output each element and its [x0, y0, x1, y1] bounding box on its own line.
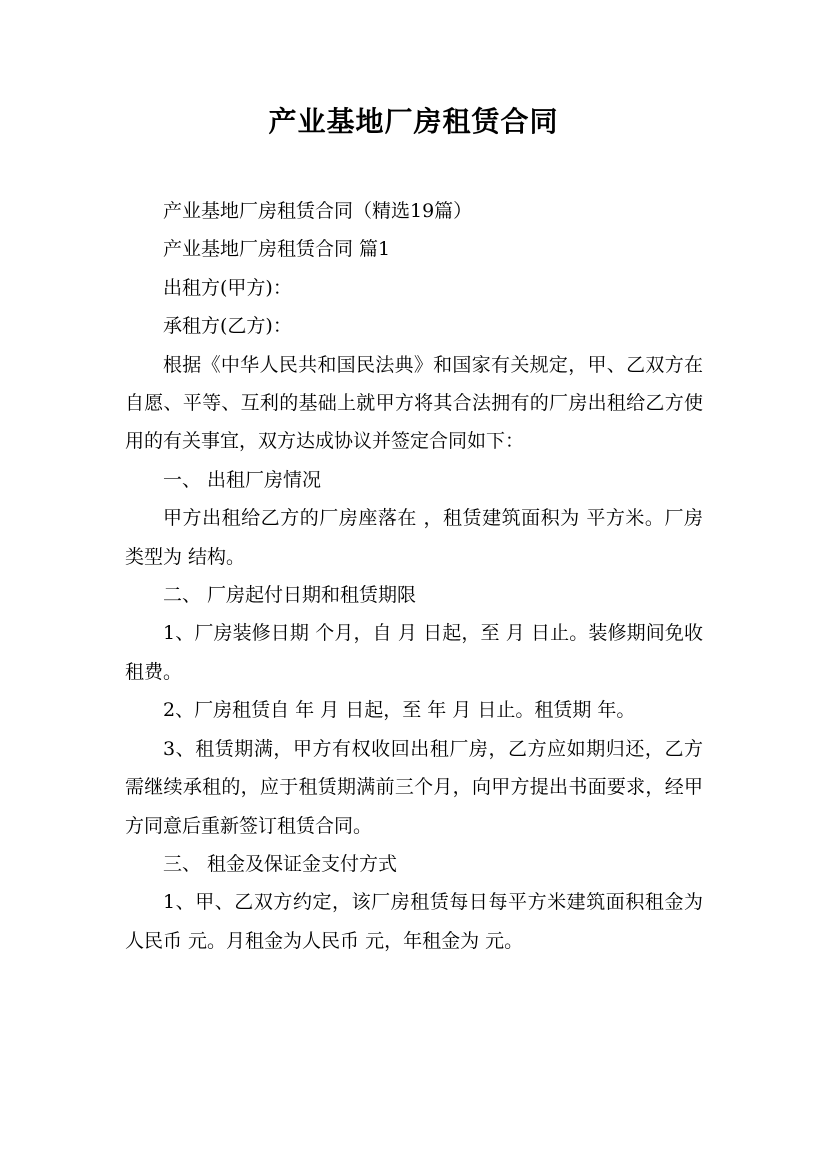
- document-body: [125, 192, 703, 960]
- paragraph-clause-2-1: 1、厂房装修日期 个月，自 月 日起，至 月 日止。装修期间免收租费。: [125, 622, 703, 683]
- paragraph-clause-2-2: 2、厂房租赁自 年 月 日起，至 年 月 日止。租赁期 年。: [163, 699, 636, 722]
- section-heading-3: 三、 租金及保证金支付方式: [163, 852, 398, 875]
- paragraph-subtitle: 产业基地厂房租赁合同（精选19篇）: [163, 200, 473, 222]
- paragraph-chapter-heading: 产业基地厂房租赁合同 篇1: [163, 238, 391, 261]
- paragraph-clause-2-3: 3、租赁期满，甲方有权收回出租厂房，乙方应如期归还，乙方需继续承租的，应于租赁期满前三个月，向甲方提出书面要求，经甲方同意后重新签订租赁合同。: [125, 737, 703, 837]
- section-heading-2: 二、 厂房起付日期和租赁期限: [163, 584, 417, 607]
- section-heading-1: 一、 出租厂房情况: [163, 468, 322, 491]
- paragraph-lessor: 出租方(甲方)：: [163, 276, 292, 299]
- paragraph-section-1: 甲方出租给乙方的厂房座落在 ，租赁建筑面积为 平方米。厂房类型为 结构。: [125, 507, 703, 568]
- document-title: 产业基地厂房租赁合同: [268, 105, 559, 138]
- paragraph-lessee: 承租方(乙方)：: [163, 315, 292, 338]
- paragraph-preamble: 根据《中华人民共和国民法典》和国家有关规定，甲、乙双方在自愿、平等、互利的基础上就甲方将其合法拥有的厂房出租给乙方使用的有关事宜，双方达成协议并签定合同如下：: [125, 353, 703, 453]
- paragraph-clause-3-1: 1、甲、乙双方约定，该厂房租赁每日每平方米建筑面积租金为人民币 元。月租金为人民币 元，年租金为 元。: [125, 891, 703, 952]
